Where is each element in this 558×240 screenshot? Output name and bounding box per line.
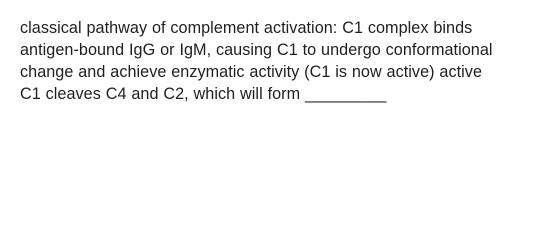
question-line-1: classical pathway of complement activation: C1 complex binds xyxy=(20,19,473,37)
question-line-2: antigen-bound IgG or IgM, causing C1 to undergo conformational xyxy=(20,41,493,59)
question-text xyxy=(20,17,538,105)
question-line-3: change and achieve enzymatic activity (C1 is now active) active xyxy=(20,63,483,81)
question-line-4: C1 cleaves C4 and C2, which will form _________ xyxy=(20,85,387,103)
